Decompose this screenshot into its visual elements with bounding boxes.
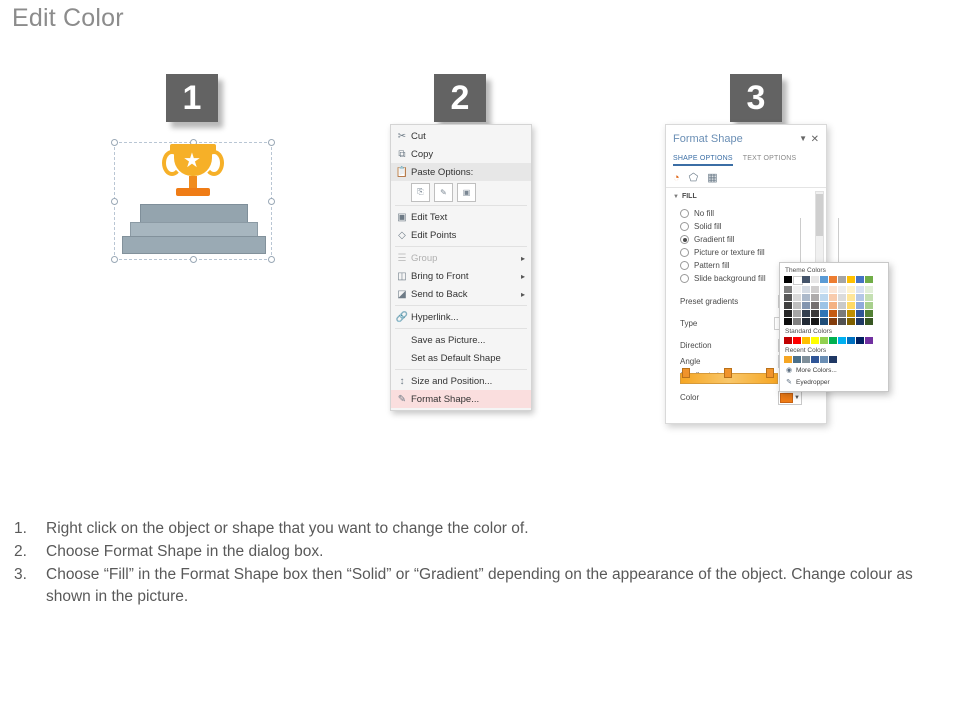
submenu-arrow-icon: ▸ <box>520 289 525 299</box>
recent-colors-label: Recent Colors <box>785 347 827 354</box>
paste-keep-source-formatting-icon[interactable]: ⎘ <box>411 183 430 202</box>
color-cell[interactable] <box>811 337 819 344</box>
radio-solid-fill[interactable] <box>680 220 766 233</box>
menu-item-edit-points[interactable] <box>391 226 531 244</box>
color-cell[interactable] <box>847 310 855 317</box>
color-cell[interactable] <box>838 294 846 301</box>
selection-handle-bottom-right[interactable] <box>268 256 275 263</box>
color-cell[interactable] <box>865 294 873 301</box>
fill-color-button[interactable] <box>778 391 802 405</box>
standard-colors-grid[interactable] <box>784 337 884 344</box>
color-cell[interactable] <box>865 286 873 293</box>
radio-indicator <box>680 235 689 244</box>
paste-use-destination-theme-icon[interactable]: ✎ <box>434 183 453 202</box>
menu-item-label: Bring to Front <box>411 270 469 282</box>
menu-divider <box>395 369 527 370</box>
podium-top-tier <box>140 204 248 224</box>
menu-item-set-as-default-shape[interactable] <box>391 349 531 367</box>
radio-no-fill[interactable] <box>680 207 766 220</box>
menu-item-group <box>391 249 531 267</box>
instruction-text: Choose Format Shape in the dialog box. <box>46 543 324 560</box>
fill-type-radio-group[interactable] <box>680 207 766 285</box>
color-cell[interactable] <box>793 310 801 317</box>
color-cell[interactable] <box>802 294 810 301</box>
color-cell[interactable] <box>829 310 837 317</box>
paste-options-row[interactable] <box>391 181 531 203</box>
color-cell[interactable] <box>802 286 810 293</box>
color-cell[interactable] <box>793 337 801 344</box>
instruction-row <box>14 564 944 608</box>
radio-indicator <box>680 209 689 218</box>
field-label: Color <box>680 393 700 402</box>
menu-item-label: Edit Points <box>411 229 457 241</box>
edit-text-icon: ▣ <box>397 211 407 223</box>
current-color-swatch <box>780 393 793 403</box>
eyedropper-item[interactable] <box>784 377 884 387</box>
selection-handle-top-left[interactable] <box>111 139 118 146</box>
hyperlink-icon: 🔗 <box>395 311 409 323</box>
color-cell[interactable] <box>865 310 873 317</box>
menu-item-bring-to-front[interactable] <box>391 267 531 285</box>
trophy-icon <box>164 148 222 208</box>
instruction-number: 3. <box>14 566 27 583</box>
instruction-row <box>14 518 944 540</box>
color-cell[interactable] <box>856 276 864 283</box>
color-cell[interactable] <box>802 337 810 344</box>
color-cell[interactable] <box>820 276 828 283</box>
theme-colors-grid[interactable] <box>784 276 884 325</box>
color-cell[interactable] <box>856 318 864 325</box>
menu-item-format-shape[interactable] <box>391 390 531 408</box>
submenu-arrow-icon: ▸ <box>520 253 525 263</box>
pane-divider <box>666 187 826 188</box>
color-cell[interactable] <box>829 294 837 301</box>
color-cell[interactable] <box>838 276 846 283</box>
menu-item-label: Set as Default Shape <box>411 352 501 364</box>
color-cell[interactable] <box>829 286 837 293</box>
send-back-icon: ◪ <box>397 288 407 300</box>
star-icon: ★ <box>183 150 201 172</box>
callout-line-right <box>838 218 839 264</box>
format-shape-icon: ✎ <box>397 393 407 405</box>
gradient-stop-handle[interactable] <box>766 368 774 378</box>
color-cell[interactable] <box>811 276 819 283</box>
color-cell[interactable] <box>784 356 792 363</box>
trophy-base <box>176 188 210 196</box>
step-badge-3: 3 <box>730 74 782 122</box>
edit-points-icon: ◇ <box>398 229 406 241</box>
radio-indicator <box>680 248 689 257</box>
color-cell[interactable] <box>793 294 801 301</box>
color-cell[interactable] <box>856 337 864 344</box>
scissors-icon: ✂ <box>397 130 407 142</box>
color-cell[interactable] <box>811 286 819 293</box>
paste-as-picture-icon[interactable]: ▣ <box>457 183 476 202</box>
color-cell[interactable] <box>820 310 828 317</box>
color-cell[interactable] <box>793 302 801 309</box>
color-cell[interactable] <box>811 294 819 301</box>
pane-scrollbar-thumb[interactable] <box>816 194 823 236</box>
instruction-text: Right click on the object or shape that you want to change the color of. <box>46 520 529 537</box>
instruction-number: 2. <box>14 543 27 560</box>
fill-line-icon[interactable]: ◔ <box>673 171 680 184</box>
color-cell[interactable] <box>838 318 846 325</box>
color-cell[interactable] <box>829 276 837 283</box>
menu-item-hyperlink[interactable] <box>391 308 531 326</box>
context-menu[interactable] <box>390 124 532 411</box>
callout-line-left <box>800 218 801 264</box>
color-cell[interactable] <box>838 337 846 344</box>
color-cell[interactable] <box>802 276 810 283</box>
color-cell[interactable] <box>811 356 819 363</box>
menu-item-label: Format Shape... <box>411 393 480 405</box>
selection-handle-bottom-left[interactable] <box>111 256 118 263</box>
pane-tabs[interactable] <box>673 155 796 166</box>
radio-label: Picture or texture fill <box>694 248 765 257</box>
selection-handle-middle-left[interactable] <box>111 198 118 205</box>
color-cell[interactable] <box>793 318 801 325</box>
field-label: Preset gradients <box>680 297 739 306</box>
color-cell[interactable] <box>811 310 819 317</box>
menu-item-label: Save as Picture... <box>411 334 486 346</box>
color-cell[interactable] <box>784 337 792 344</box>
color-cell[interactable] <box>820 294 828 301</box>
standard-colors-label: Standard Colors <box>785 328 832 335</box>
color-cell[interactable] <box>820 302 828 309</box>
clipboard-icon: 📋 <box>395 166 409 178</box>
menu-item-save-as-picture[interactable] <box>391 331 531 349</box>
field-label: Type <box>680 319 698 328</box>
color-cell[interactable] <box>856 310 864 317</box>
radio-gradient-fill[interactable] <box>680 233 766 246</box>
color-cell[interactable] <box>820 318 828 325</box>
menu-item-label: Group <box>411 252 438 264</box>
color-cell[interactable] <box>802 302 810 309</box>
color-cell[interactable] <box>820 337 828 344</box>
effects-icon[interactable]: ⬠ <box>688 172 699 184</box>
radio-indicator <box>680 274 689 283</box>
close-icon[interactable]: ✕ <box>810 134 819 145</box>
instruction-number: 1. <box>14 520 27 537</box>
color-cell[interactable] <box>847 302 855 309</box>
color-cell[interactable] <box>784 310 792 317</box>
color-cell[interactable] <box>784 286 792 293</box>
bring-front-icon: ◫ <box>397 270 407 282</box>
color-cell[interactable] <box>865 276 873 283</box>
more-colors-label: More Colors... <box>796 366 837 374</box>
color-cell[interactable] <box>847 294 855 301</box>
menu-divider <box>395 305 527 306</box>
color-cell[interactable] <box>793 286 801 293</box>
tab-shape-options[interactable]: SHAPE OPTIONS <box>673 155 733 166</box>
radio-label: Pattern fill <box>694 261 730 270</box>
group-icon: ☰ <box>397 252 407 264</box>
color-cell[interactable] <box>856 294 864 301</box>
selection-handle-top-right[interactable] <box>268 139 275 146</box>
radio-label: No fill <box>694 209 715 218</box>
step-badge-1: 1 <box>166 74 218 122</box>
menu-item-size-and-position[interactable] <box>391 372 531 390</box>
color-cell[interactable] <box>829 302 837 309</box>
menu-item-copy[interactable] <box>391 145 531 163</box>
color-cell[interactable] <box>784 302 792 309</box>
menu-divider <box>395 328 527 329</box>
eyedropper-icon: ✎ <box>786 379 792 386</box>
instruction-text: Choose “Fill” in the Format Shape box then “Solid” or “Gradient” depending on the appearance of the object. Change colour as shown in the picture. <box>46 566 913 605</box>
color-cell[interactable] <box>847 318 855 325</box>
color-cell[interactable] <box>847 286 855 293</box>
color-cell[interactable] <box>811 318 819 325</box>
selected-shape-preview[interactable] <box>114 142 272 260</box>
instruction-row <box>14 541 944 563</box>
color-cell[interactable] <box>838 286 846 293</box>
radio-pattern-fill[interactable] <box>680 259 766 272</box>
collapse-triangle-icon[interactable]: ▼ <box>673 194 679 200</box>
color-cell[interactable] <box>802 356 810 363</box>
field-label: Angle <box>680 357 701 366</box>
pane-icon-tabs[interactable] <box>673 171 718 184</box>
color-picker-dropdown[interactable] <box>779 262 889 392</box>
fill-section-label: FILL <box>681 193 697 200</box>
color-cell[interactable] <box>829 356 837 363</box>
menu-item-label: Hyperlink... <box>411 311 459 323</box>
radio-picture-or-texture-fill[interactable] <box>680 246 766 259</box>
gradient-stop-handle[interactable] <box>682 368 690 378</box>
trophy-stem <box>189 176 197 188</box>
theme-colors-label: Theme Colors <box>785 267 826 274</box>
recent-colors-grid[interactable] <box>784 356 884 363</box>
more-colors-item[interactable] <box>784 365 884 375</box>
copy-icon: ⧉ <box>398 148 406 160</box>
menu-item-label: Copy <box>411 148 434 160</box>
selection-handle-middle-right[interactable] <box>268 198 275 205</box>
menu-item-edit-text[interactable] <box>391 208 531 226</box>
size-position-icon: ↕ <box>399 375 405 387</box>
color-cell[interactable] <box>784 276 792 283</box>
page-title: Edit Color <box>12 4 124 32</box>
color-cell[interactable] <box>865 318 873 325</box>
color-cell[interactable] <box>784 318 792 325</box>
podium-bottom-tier <box>122 236 266 254</box>
submenu-arrow-icon: ▸ <box>520 271 525 281</box>
pane-options-caret-icon[interactable]: ▼ <box>799 134 807 143</box>
menu-item-label: Cut <box>411 130 426 142</box>
menu-item-label: Size and Position... <box>411 375 493 387</box>
color-cell[interactable] <box>802 318 810 325</box>
radio-slide-background-fill[interactable] <box>680 272 766 285</box>
more-colors-icon: ◉ <box>785 367 793 374</box>
eyedropper-label: Eyedropper <box>796 378 830 386</box>
color-cell[interactable] <box>838 310 846 317</box>
color-cell[interactable] <box>865 302 873 309</box>
color-cell[interactable] <box>829 337 837 344</box>
menu-item-label: Paste Options: <box>411 166 474 178</box>
color-cell[interactable] <box>856 302 864 309</box>
size-properties-icon[interactable]: ▦ <box>707 172 718 184</box>
field-label: Direction <box>680 341 712 350</box>
radio-indicator <box>680 222 689 231</box>
radio-label: Slide background fill <box>694 274 766 283</box>
color-cell[interactable] <box>793 356 801 363</box>
instructions-list <box>14 518 944 609</box>
color-cell[interactable] <box>820 286 828 293</box>
chevron-down-icon[interactable]: ▼ <box>794 395 800 401</box>
color-cell[interactable] <box>811 302 819 309</box>
radio-label: Gradient fill <box>694 235 735 244</box>
menu-item-send-to-back[interactable] <box>391 285 531 303</box>
selection-handle-bottom-center[interactable] <box>190 256 197 263</box>
menu-divider <box>395 246 527 247</box>
step-badge-2: 2 <box>434 74 486 122</box>
menu-item-paste-options[interactable] <box>391 163 531 181</box>
color-cell[interactable] <box>856 286 864 293</box>
menu-item-cut[interactable] <box>391 127 531 145</box>
color-cell[interactable] <box>820 356 828 363</box>
gradient-stop-handle[interactable] <box>724 368 732 378</box>
color-cell[interactable] <box>847 276 855 283</box>
menu-item-label: Send to Back <box>411 288 468 300</box>
color-cell[interactable] <box>847 337 855 344</box>
color-cell[interactable] <box>829 318 837 325</box>
tab-text-options[interactable]: TEXT OPTIONS <box>742 155 797 162</box>
radio-indicator <box>680 261 689 270</box>
fill-section-header[interactable] <box>673 193 697 200</box>
color-cell[interactable] <box>838 302 846 309</box>
radio-label: Solid fill <box>694 222 722 231</box>
color-cell[interactable] <box>784 294 792 301</box>
color-cell[interactable] <box>802 310 810 317</box>
menu-divider <box>395 205 527 206</box>
menu-item-label: Edit Text <box>411 211 448 223</box>
color-cell[interactable] <box>865 337 873 344</box>
format-shape-pane-title: Format Shape <box>673 133 743 145</box>
